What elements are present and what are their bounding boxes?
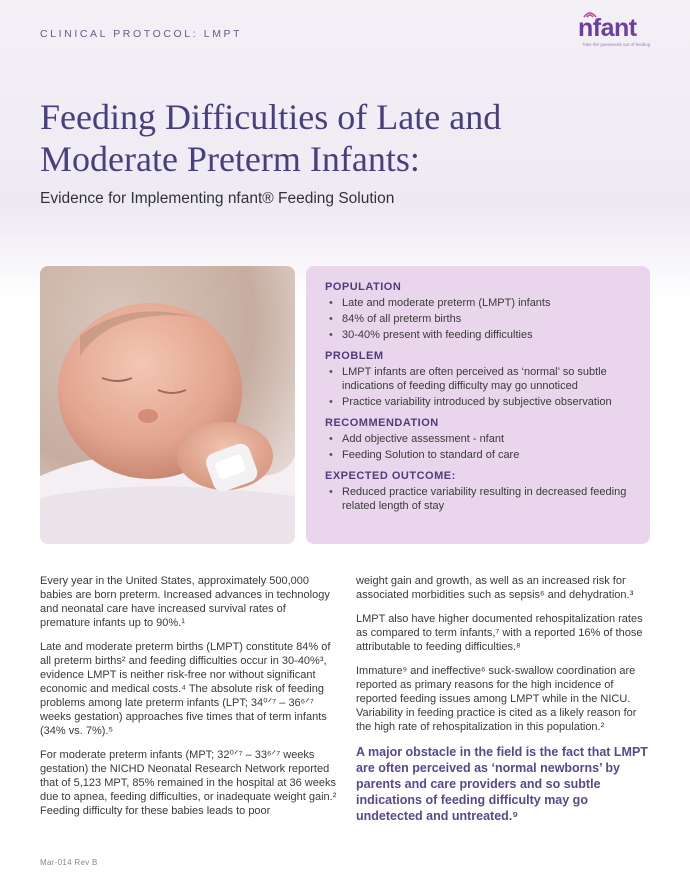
body-paragraph: Late and moderate preterm births (LMPT) constitute 84% of all preterm births² and feeding difficulties occur in 30-40%³, evidence LMPT is neither risk-free nor without significant economic and medical costs.⁴ The absolute risk of feeding problems among late preterm infants (LPT; 34⁰ᐟ⁷ – 36⁶ᐟ⁷ weeks gestation) approaches five times that of term infants (34% vs. 7%).⁵ xyxy=(40,641,331,737)
panel-heading-recommendation: RECOMMENDATION xyxy=(325,417,439,429)
sleeping-newborn-photo xyxy=(40,266,295,544)
outcome-list xyxy=(325,485,632,513)
summary-panel xyxy=(306,266,650,544)
list-item: • Practice variability introduced by subjective observation xyxy=(325,395,632,409)
list-item: • 84% of all preterm births xyxy=(325,312,632,326)
panel-heading-problem: PROBLEM xyxy=(325,350,384,362)
logo-wordmark: nfant xyxy=(578,14,637,42)
panel-heading-population: POPULATION xyxy=(325,281,402,293)
logo-tagline: Take the guesswork out of feeding xyxy=(582,42,651,47)
population-list xyxy=(325,296,632,342)
body-column-right xyxy=(356,574,652,834)
body-column-left xyxy=(40,574,338,828)
recommendation-list xyxy=(325,432,632,462)
list-item: • Late and moderate preterm (LMPT) infants xyxy=(325,296,632,310)
body-paragraph: weight gain and growth, as well as an increased risk for associated morbidities such as sepsis⁶ and dehydration.³ xyxy=(356,575,634,601)
body-paragraph: Immature⁹ and ineffective⁶ suck-swallow coordination are reported as primary reasons for the high incidence of reported feeding issues among LMPT while in the NICU. Variability in feeding practice is cited as a likely reason for the high rate of rehospitalization in this population.² xyxy=(356,665,637,733)
list-item: • 30-40% present with feeding difficulties xyxy=(325,328,632,342)
nfant-logo xyxy=(578,14,670,50)
body-paragraph: For moderate preterm infants (MPT; 32⁰ᐟ⁷ – 33⁶ᐟ⁷ weeks gestation) the NICHD Neonatal Research Network reported that of 5,123 MPT, 85% remained in the hospital at 36 weeks due to apnea, feeding difficulties, or inadequate weight gain.² Feeding difficulty for these babies leads to poor xyxy=(40,749,337,817)
document-code: Mar-014 Rev B xyxy=(40,858,98,867)
panel-heading-expected-outcome: EXPECTED OUTCOME: xyxy=(325,470,456,482)
body-paragraph: LMPT also have higher documented rehospitalization rates as compared to term infants,⁷ with a reported 16% of those attributable to feeding difficulties.⁸ xyxy=(356,613,643,653)
body-paragraph: Every year in the United States, approximately 500,000 babies are born preterm. Increased advances in technology and neonatal care have increased survival rates of premature infants up to 90%.¹ xyxy=(40,575,330,629)
protocol-kicker: CLINICAL PROTOCOL: LMPT xyxy=(40,28,243,40)
page-title: Feeding Difficulties of Late and Moderate Preterm Infants: xyxy=(40,97,502,179)
list-item: • Add objective assessment - nfant xyxy=(325,432,632,446)
list-item: • LMPT infants are often perceived as ‘normal’ so subtle indications of feeding difficulty may go unnoticed xyxy=(325,365,632,393)
page-subtitle: Evidence for Implementing nfant® Feeding Solution xyxy=(40,190,395,207)
problem-list xyxy=(325,365,632,409)
list-item: • Feeding Solution to standard of care xyxy=(325,448,632,462)
pull-quote: A major obstacle in the field is the fact that LMPT are often perceived as ‘normal newborns’ by parents and care providers and so subtle indications of feeding difficulty may go undetected and untreated.⁹ xyxy=(356,745,648,823)
list-item: • Reduced practice variability resulting in decreased feeding related length of stay xyxy=(325,485,632,513)
